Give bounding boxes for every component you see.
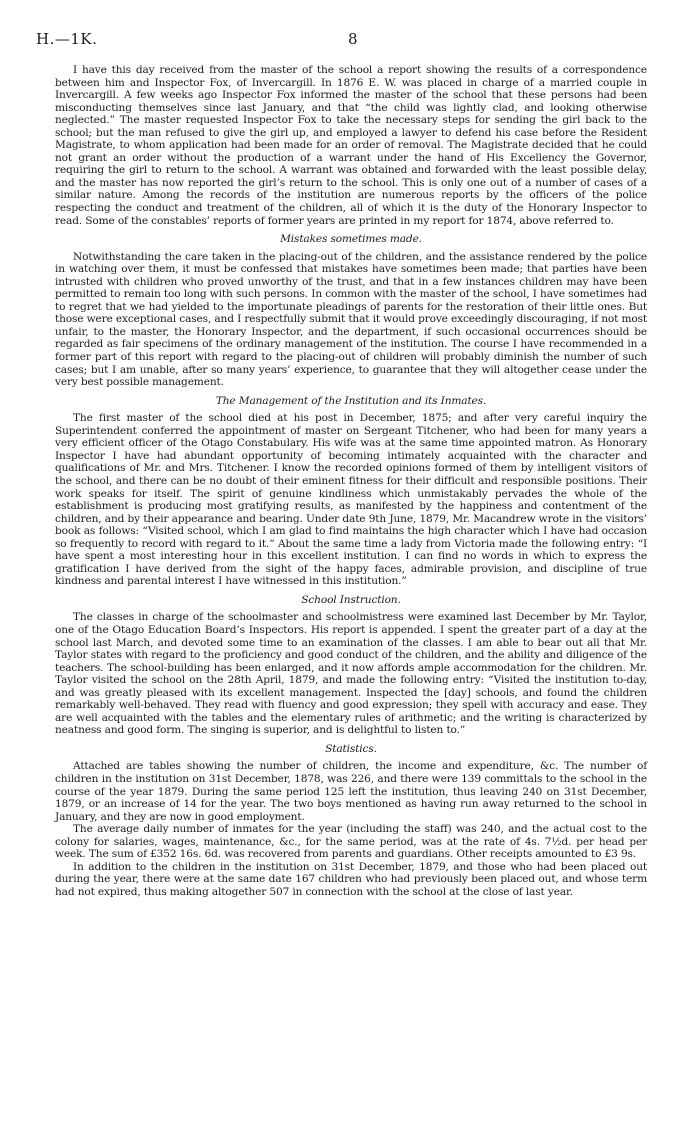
paragraph: Notwithstanding the care taken in the placing-out of the children, and the assistance rendered by the police in watching over them, it must be confessed that mistakes have sometimes been made; that parties have been intrusted with children who proved unworthy of the trust, and that in a few instances children may have been permitted to remain too long with such persons. In common with the master of the school, I have sometimes had to regret that we had yielded to the importunate pleadings of parents for the restoration of their little ones. But those were exceptional cases, and I respectfully submit that it would prove exceedingly discouraging, if not most unfair, to the master, the Honorary Inspector, and the department, if such occasional occurrences should be regarded as fair specimens of the ordinary management of the institution. The course I have recommended in a former part of this report with regard to the placing-out of children will probably diminish the number of such cases; but I am unable, after so many years’ experience, to guarantee that they will altogether cease under the very best possible management.: [55, 250, 647, 389]
section-heading: Mistakes sometimes made.: [280, 233, 422, 246]
section-mistakes: [55, 233, 647, 389]
page-header: [36, 30, 664, 50]
section-statistics: [55, 743, 647, 899]
paragraph: The classes in charge of the schoolmaster and schoolmistress were examined last December by Mr. Taylor, one of the Otago Education Board’s Inspectors. His report is appended. I spent the greater part of a day at the school last March, and devoted some time to an examination of the classes. I am able to bear out all that Mr. Taylor states with regard to the proficiency and good conduct of the children, and the ability and diligence of the teachers. The school-building has been enlarged, and it now affords ample accommodation for the children. Mr. Taylor visited the school on the 28th April, 1879, and made the following entry: “Visited the institution to-day, and was greatly pleased with its excellent management. Inspected the [day] schools, and found the children remarkably well-behaved. They read with fluency and good expression; they spell with accuracy and ease. They are well acquainted with the tables and the elementary rules of arithmetic; and the writing is characterized by neatness and good form. The singing is superior, and is delightful to listen to.”: [55, 611, 647, 737]
section-management: [55, 395, 647, 588]
section-heading: The Management of the Institution and its Inmates.: [215, 394, 487, 407]
paragraph: The first master of the school died at his post in December, 1875; and after very careful inquiry the Superintendent conferred the appointment of master on Sergeant Titchener, who had been for many years a very efficient officer of the Otago Constabulary. His wife was at the same time appointed matron. As Honorary Inspector I have had abundant opportunity of becoming intimately acquainted with the character and qualifications of Mr. and Mrs. Titchener. I know the recorded opinions formed of them by intelligent visitors of the school, and there can be no doubt of their eminent fitness for their difficult and responsible positions. Their work speaks for itself. The spirit of genuine kindliness which unmistakably pervades the whole of the establishment is producing most gratifying results, as manifested by the happiness and contentment of the children, and by their appearance and bearing. Under date 9th June, 1879, Mr. Macandrew wrote in the visitors’ book as follows: “Visited school, which I am glad to find maintains the high character which I have had occasion so frequently to record with regard to it.” About the same time a lady from Victoria made the following entry: “I have spent a most interesting hour in this excellent institution. I can find no words in which to express the gratification I have derived from the sight of the happy faces, admirable provision, and discipline of true kindness and parental interest I have witnessed in this institution.”: [55, 412, 647, 588]
document-body: [55, 64, 647, 898]
section-school-instruction: [55, 594, 647, 737]
section-heading: School Instruction.: [301, 593, 401, 606]
page-number: 8: [348, 30, 358, 48]
paragraph: Attached are tables showing the number of children, the income and expenditure, &c. The number of children in the institution on 31st December, 1878, was 226, and there were 139 committals to the school in the course of the year 1879. During the same period 125 left the institution, thus leaving 240 on 31st December, 1879, or an increase of 14 for the year. The two boys mentioned as having run away returned to the school in January, and they are now in good employment.: [55, 760, 647, 823]
report-reference: H.—1K.: [36, 30, 98, 48]
paragraph: In addition to the children in the institution on 31st December, 1879, and those who had been placed out during the year, there were at the same date 167 children who had previously been placed out, and whose term had not expired, thus making altogether 507 in connection with the school at the close of last year.: [55, 860, 647, 898]
section-heading: Statistics.: [325, 742, 377, 755]
paragraph: The average daily number of inmates for the year (including the staff) was 240, and the actual cost to the colony for salaries, wages, maintenance, &c., for the same period, was at the rate of 4s. 7½d. per head per week. The sum of £352 16s. 6d. was recovered from parents and guardians. Other receipts amounted to £3 9s.: [55, 823, 647, 861]
section-fox-report: [55, 64, 647, 227]
paragraph: I have this day received from the master of the school a report showing the results of a correspondence between him and Inspector Fox, of Invercargill. In 1876 E. W. was placed in charge of a married couple in Invercargill. A few weeks ago Inspector Fox informed the master of the school that these persons had been misconducting themselves since last January, and that “the child was lightly clad, and looking otherwise neglected.” The master requested Inspector Fox to take the necessary steps for sending the girl back to the school; but the man refused to give the girl up, and employed a lawyer to defend his case before the Resident Magistrate, to whom application had been made for an order of removal. The Magistrate decided that he could not grant an order without the production of a warrant under the hand of His Excellency the Governor, requiring the girl to return to the school. A warrant was obtained and forwarded with the least possible delay, and the master has now reported the girl’s return to the school. This is only one out of a number of cases of a similar nature. Among the records of the institution are numerous reports by the officers of the police respecting the conduct and treatment of the children, all of which it is the duty of the Honorary Inspector to read. Some of the constables’ reports of former years are printed in my report for 1874, above referred to.: [55, 64, 647, 227]
